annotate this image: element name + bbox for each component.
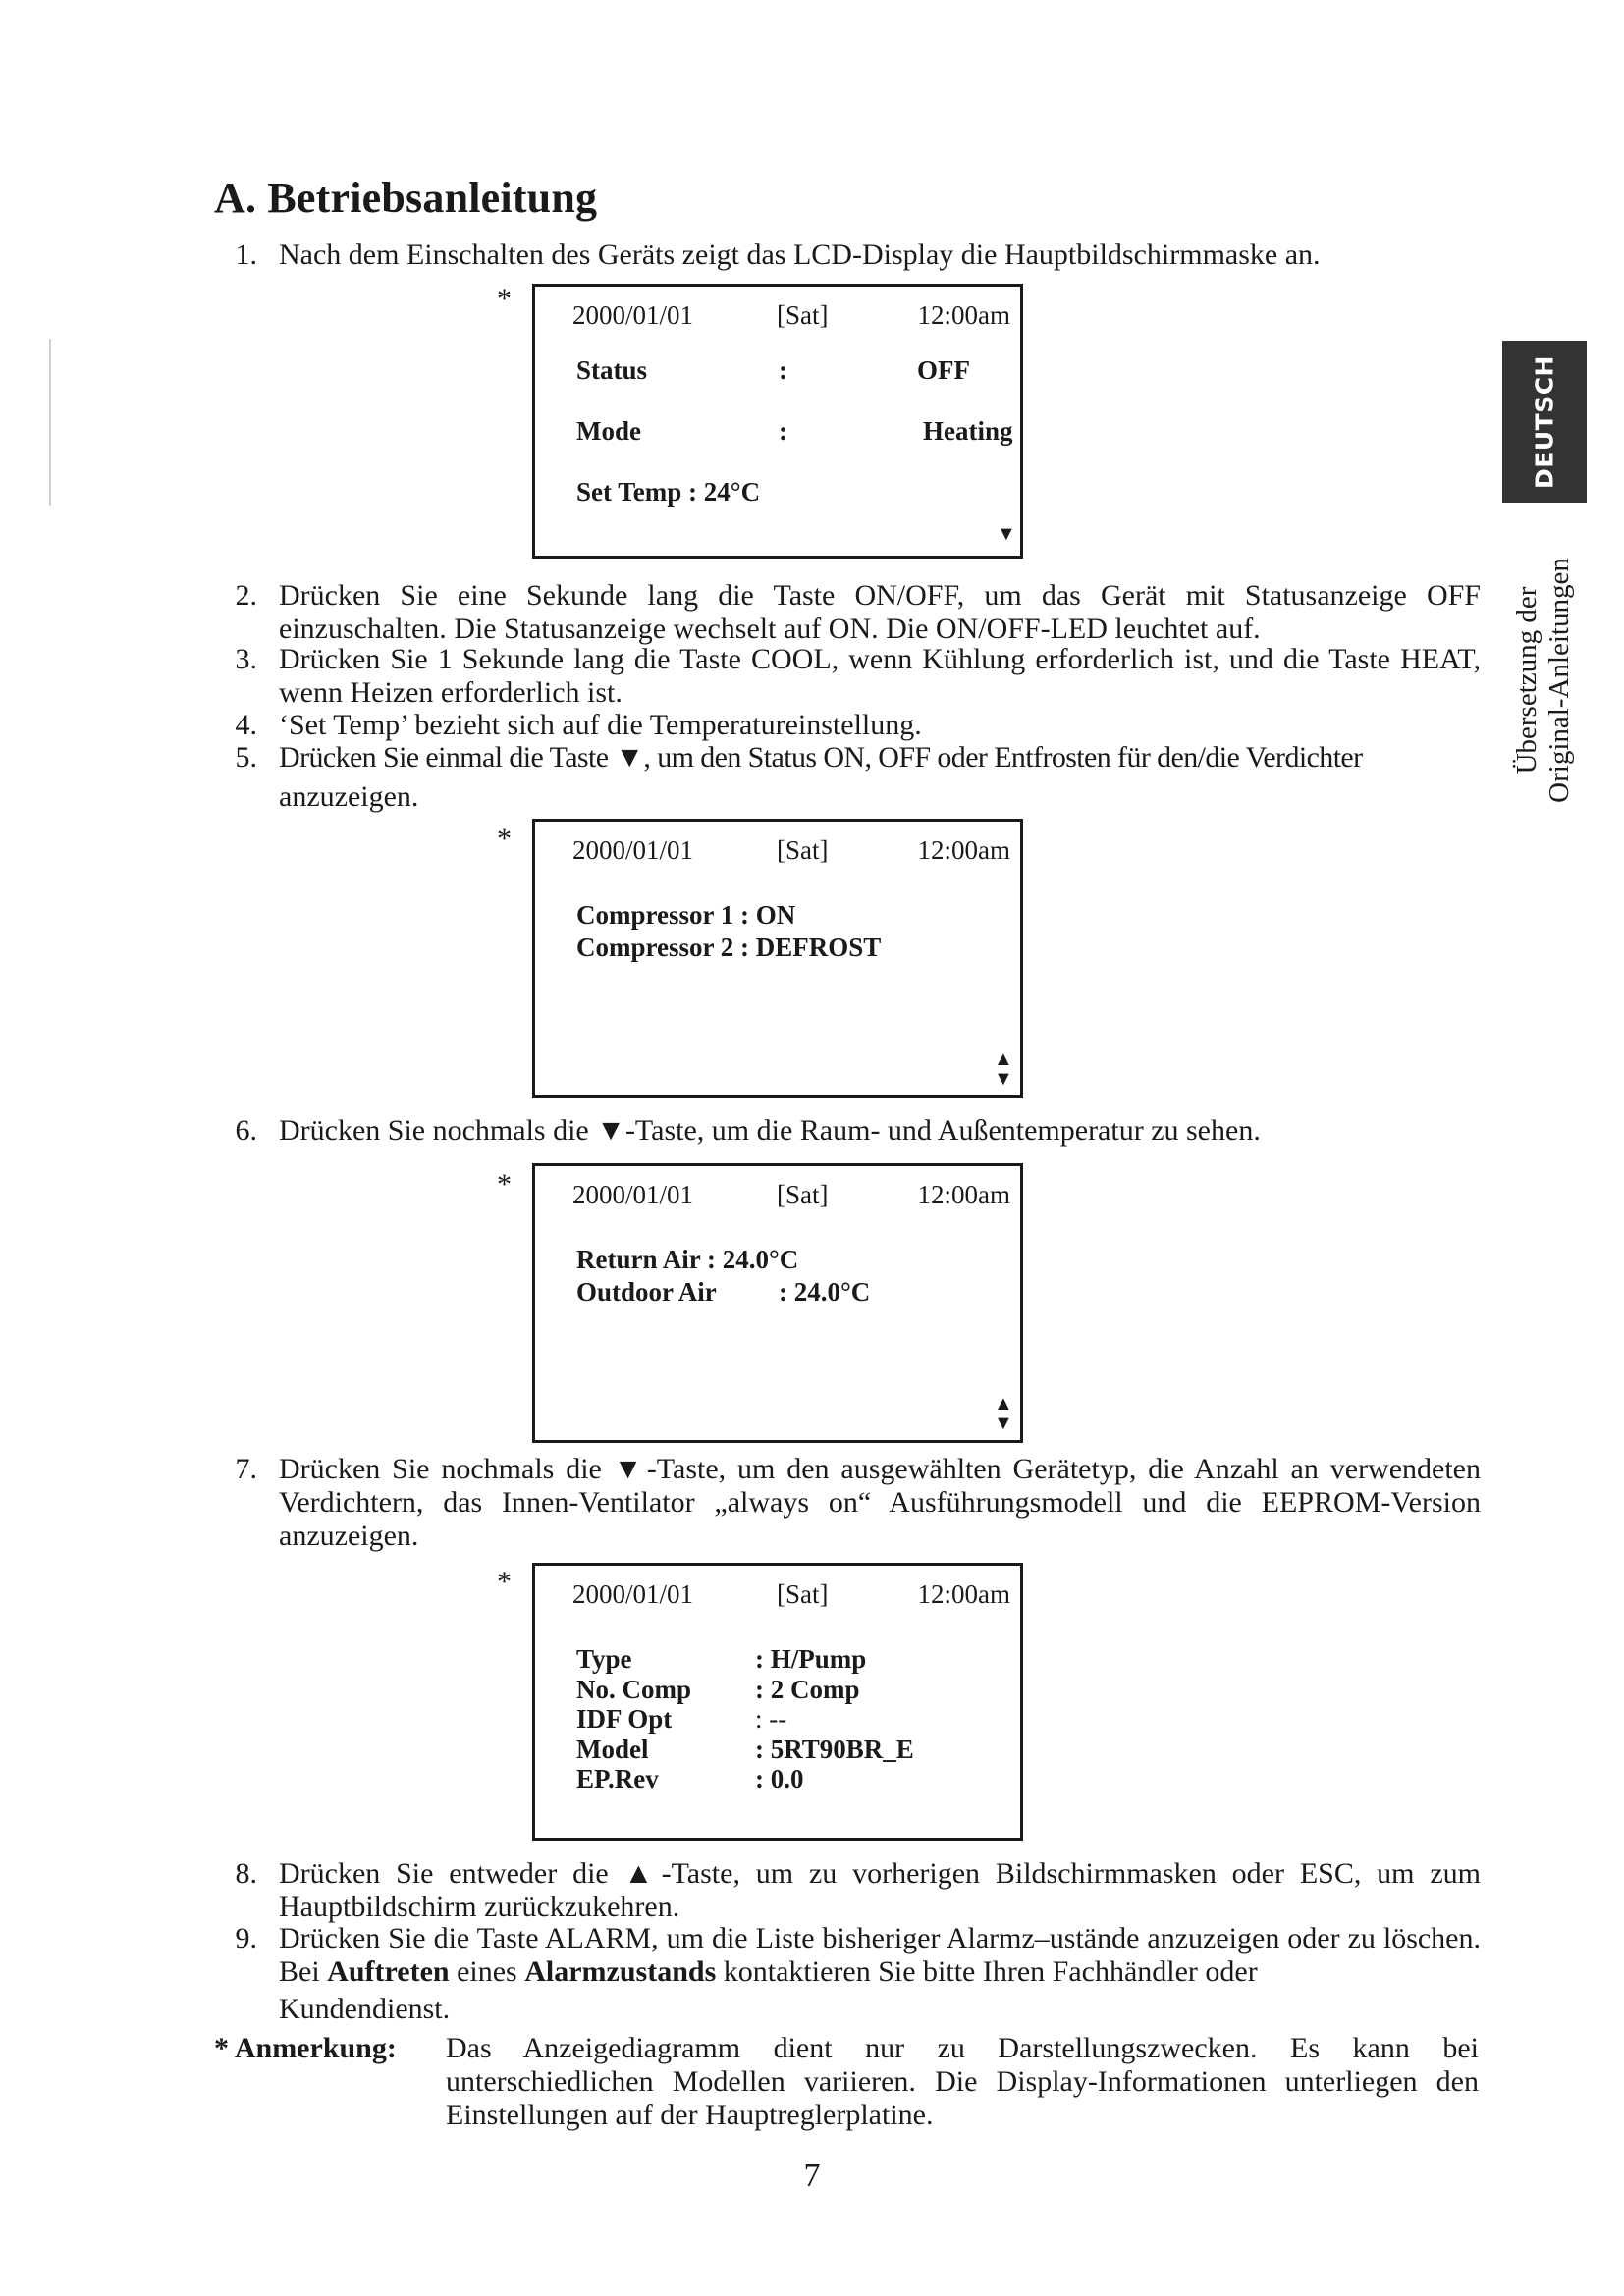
lcd-date: 2000/01/01: [572, 1180, 694, 1209]
list-item-1: [214, 239, 1481, 274]
lcd-mode-sep: :: [779, 416, 787, 446]
page-title: A. Betriebsanleitung: [214, 174, 598, 222]
lcd-status-sep: :: [779, 355, 787, 385]
lcd-type-value: : H/Pump: [755, 1644, 867, 1674]
list-item-4: [214, 709, 1481, 744]
lcd-no-comp-value: : 2 Comp: [755, 1675, 860, 1704]
lcd-return-air: Return Air : 24.0°C: [576, 1245, 799, 1274]
item-text: Drücken Sie 1 Sekunde lang die Taste COOL, wenn Kühlung erforderlich ist, und die Taste HEAT, wenn Heizen erforderlich ist.: [279, 643, 1481, 709]
language-tab: [1502, 341, 1587, 503]
lcd-model-label: Model: [576, 1735, 649, 1764]
note-label: * Anmerkung:: [214, 2032, 397, 2064]
lcd-mode-value: Heating: [923, 416, 1013, 446]
item-number: 7.: [235, 1453, 257, 1485]
list-item-3: [214, 643, 1481, 710]
lcd-time: 12:00am: [917, 1579, 1010, 1609]
lcd-time: 12:00am: [917, 300, 1010, 330]
page-number: 7: [803, 2158, 821, 2194]
list-item-6: [214, 1114, 1481, 1149]
item-text-bold: Auftreten: [327, 1955, 450, 1988]
item-number: 1.: [235, 239, 257, 271]
side-caption-line1: Übersetzung der: [1511, 586, 1543, 774]
list-item-5: [214, 741, 1481, 776]
item-number: 9.: [235, 1922, 257, 1954]
arrow-down-icon: ▼: [994, 1068, 1013, 1090]
item-number: 8.: [235, 1857, 257, 1890]
arrow-down-icon: ▼: [997, 523, 1016, 545]
footnote-star: *: [497, 283, 512, 315]
lcd-set-temp: Set Temp : 24°C: [576, 477, 761, 507]
lcd-ep-rev-value: : 0.0: [755, 1764, 804, 1793]
arrow-up-icon: ▲: [994, 1393, 1013, 1415]
item-text: Drücken Sie eine Sekunde lang die Taste ON/OFF, um das Gerät mit Statusanzeige OFF einzuschalten. Die Statusanzeige wechselt auf ON. Die ON/OFF-LED leuchtet auf.: [279, 579, 1481, 645]
lcd-outdoor-air-label: Outdoor Air: [576, 1277, 717, 1307]
item-number: 6.: [235, 1114, 257, 1147]
footnote-star: *: [497, 1566, 512, 1598]
item-text: Drücken Sie nochmals die ▼-Taste, um den ausgewählten Gerätetyp, die Anzahl an verwendeten Verdichtern, das Innen-Ventilator „always on“ Ausführungsmodell und die EEPROM-Version anzuzeigen.: [279, 1453, 1481, 1552]
lcd-idf-opt-value: : --: [755, 1704, 787, 1734]
side-caption: [1511, 558, 1576, 803]
item-text: Drücken Sie entweder die ▲-Taste, um zu vorherigen Bildschirmmasken oder ESC, um zum Hauptbildschirm zurückzukehren.: [279, 1857, 1481, 1923]
lcd-outdoor-air-value: : 24.0°C: [779, 1277, 871, 1307]
lcd-day: [Sat]: [777, 300, 829, 330]
list-item-9: [214, 1922, 1481, 1989]
lcd-header: [572, 1180, 1010, 1213]
item-5-continuation: anzuzeigen.: [279, 780, 419, 813]
lcd-date: 2000/01/01: [572, 1579, 694, 1609]
lcd-screen-device-info: [532, 1563, 1023, 1841]
list-item-7: [214, 1453, 1481, 1553]
lcd-idf-opt-label: IDF Opt: [576, 1704, 673, 1734]
lcd-date: 2000/01/01: [572, 300, 694, 330]
item-text: Drücken Sie einmal die Taste ▼, um den Status ON, OFF oder Entfrosten für den/die Verdichter: [279, 741, 1363, 774]
item-text: ‘Set Temp’ bezieht sich auf die Temperatureinstellung.: [279, 709, 922, 741]
lcd-header: [572, 300, 1010, 334]
side-caption-line2: Original-Anleitungen: [1543, 558, 1575, 803]
footnote-star: *: [497, 1168, 512, 1201]
list-item-2: [214, 579, 1481, 646]
item-number: 4.: [235, 709, 257, 741]
lcd-screen-main: [532, 284, 1023, 559]
lcd-no-comp-label: No. Comp: [576, 1675, 692, 1704]
item-number: 3.: [235, 643, 257, 675]
arrow-down-icon: ▼: [994, 1413, 1013, 1434]
item-text-bold: Alarmzustands: [524, 1955, 717, 1988]
footnote-star: *: [497, 823, 512, 855]
lcd-ep-rev-label: EP.Rev: [576, 1764, 659, 1793]
item-number: 2.: [235, 579, 257, 612]
lcd-type-label: Type: [576, 1644, 632, 1674]
lcd-compressor-1: Compressor 1 : ON: [576, 900, 796, 930]
margin-line: [49, 339, 51, 506]
lcd-model-value: : 5RT90BR_E: [755, 1735, 914, 1764]
item-text-part: Drücken Sie die Taste ALARM, um die Liste bisheriger Alarmz–ustände anzuzeigen oder zu löschen. Bei: [279, 1922, 1481, 1988]
item-9-continuation: Kundendienst.: [279, 1993, 451, 2025]
lcd-header: [572, 1579, 1010, 1613]
item-text: Drücken Sie nochmals die ▼-Taste, um die Raum- und Außentemperatur zu sehen.: [279, 1114, 1261, 1147]
lcd-header: [572, 835, 1010, 869]
lcd-mode-label: Mode: [576, 416, 641, 446]
lcd-time: 12:00am: [917, 835, 1010, 865]
lcd-day: [Sat]: [777, 835, 829, 865]
lcd-status-label: Status: [576, 355, 648, 385]
lcd-status-value: OFF: [917, 355, 970, 385]
item-text-part: kontaktieren Sie bitte Ihren Fachhändler oder: [716, 1955, 1258, 1988]
lcd-screen-temperature: [532, 1163, 1023, 1443]
item-text: Nach dem Einschalten des Geräts zeigt das LCD-Display die Hauptbildschirmmaske an.: [279, 239, 1321, 271]
note-text: Das Anzeigediagramm dient nur zu Darstellungszwecken. Es kann bei unterschiedlichen Modellen variieren. Die Display-Informationen unterliegen den Einstellungen auf der Hauptreglerplatine.: [446, 2032, 1479, 2131]
lcd-time: 12:00am: [917, 1180, 1010, 1209]
lcd-date: 2000/01/01: [572, 835, 694, 865]
lcd-day: [Sat]: [777, 1180, 829, 1209]
arrow-up-icon: ▲: [994, 1048, 1013, 1070]
item-text: [279, 1922, 1481, 1989]
language-tab-label: DEUTSCH: [1530, 354, 1559, 489]
item-text-part: eines: [449, 1955, 525, 1988]
lcd-day: [Sat]: [777, 1579, 829, 1609]
item-number: 5.: [235, 741, 257, 774]
lcd-compressor-2: Compressor 2 : DEFROST: [576, 933, 882, 962]
list-item-8: [214, 1857, 1481, 1924]
lcd-screen-compressor: [532, 819, 1023, 1098]
